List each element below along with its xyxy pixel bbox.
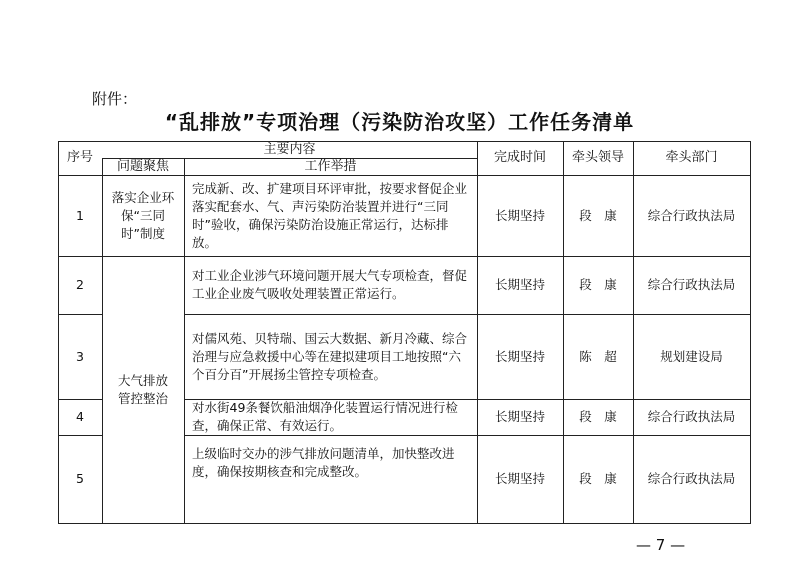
- row-4-measures: 对水街49条餐饮船油烟净化装置运行情况进行检查，确保正常、有效运行。: [192, 400, 458, 433]
- table-border-bottom: [58, 523, 751, 524]
- row-3-seq: 3: [76, 348, 84, 364]
- header-deadline: 完成时间: [493, 150, 546, 165]
- row-5-leader: 段 康: [579, 471, 617, 486]
- row-5-seq: 5: [76, 471, 84, 486]
- row-3-leader: 陈 超: [579, 348, 617, 364]
- attachment-label: 附件：: [92, 90, 138, 108]
- merged-focus-cell: 大气排放管控整治: [117, 372, 168, 406]
- header-seq: 序号: [66, 150, 93, 165]
- row-4-seq: 4: [76, 409, 84, 424]
- row-5-measures: 上级临时交办的涉气排放问题清单，加快整改进度，确保按期核查和完成整改。: [192, 446, 455, 479]
- row-2-seq: 2: [76, 277, 84, 292]
- header-department: 牵头部门: [665, 150, 718, 165]
- task-table: [58, 141, 751, 524]
- table-border-right: [750, 141, 751, 524]
- row-3-measures: 对儒风苑、贝特瑞、国云大数据、新月冷藏、综合治理与应急救援中心等在建拟建项目工地按照“六个百分百”开展扬尘管控专项检查。: [192, 330, 468, 382]
- row-2-leader: 段 康: [579, 277, 617, 292]
- row-2-deadline: 长期坚持: [494, 277, 545, 292]
- document-title: “乱排放”专项治理（污染防治攻坚）工作任务清单: [164, 110, 635, 134]
- row-5-deadline: 长期坚持: [494, 471, 545, 486]
- row-1-leader: 段 康: [579, 207, 617, 223]
- row-1-department: 综合行政执法局: [647, 207, 736, 223]
- row-3-deadline: 长期坚持: [494, 348, 545, 364]
- row-2-measures: 对工业企业涉气环境问题开展大气专项检查，督促工业企业废气吸收处理装置正常运行。: [192, 268, 468, 301]
- row-5-department: 综合行政执法局: [647, 471, 736, 486]
- page-number: — 7 —: [636, 536, 686, 554]
- header-leader: 牵头领导: [571, 150, 624, 165]
- row-2-department: 综合行政执法局: [647, 277, 736, 292]
- header-main-content: 主要内容: [263, 141, 316, 157]
- header-problem-focus: 问题聚焦: [116, 158, 169, 174]
- row-1-seq: 1: [76, 207, 84, 223]
- row-4-leader: 段 康: [579, 409, 617, 424]
- row-1-deadline: 长期坚持: [494, 207, 545, 223]
- row-4-deadline: 长期坚持: [494, 409, 545, 424]
- row-4-department: 综合行政执法局: [647, 409, 736, 424]
- row-3-department: 规划建设局: [660, 348, 723, 364]
- row-1-measures: 完成新、改、扩建项目环评审批，按要求督促企业落实配套水、气、声污染防治装置并进行“三同时”验收，确保污染防治设施正常运行，达标排放。: [192, 180, 468, 250]
- header-measures: 工作举措: [304, 158, 357, 174]
- row-1-focus: 落实企业环保“三同时”制度: [111, 189, 175, 241]
